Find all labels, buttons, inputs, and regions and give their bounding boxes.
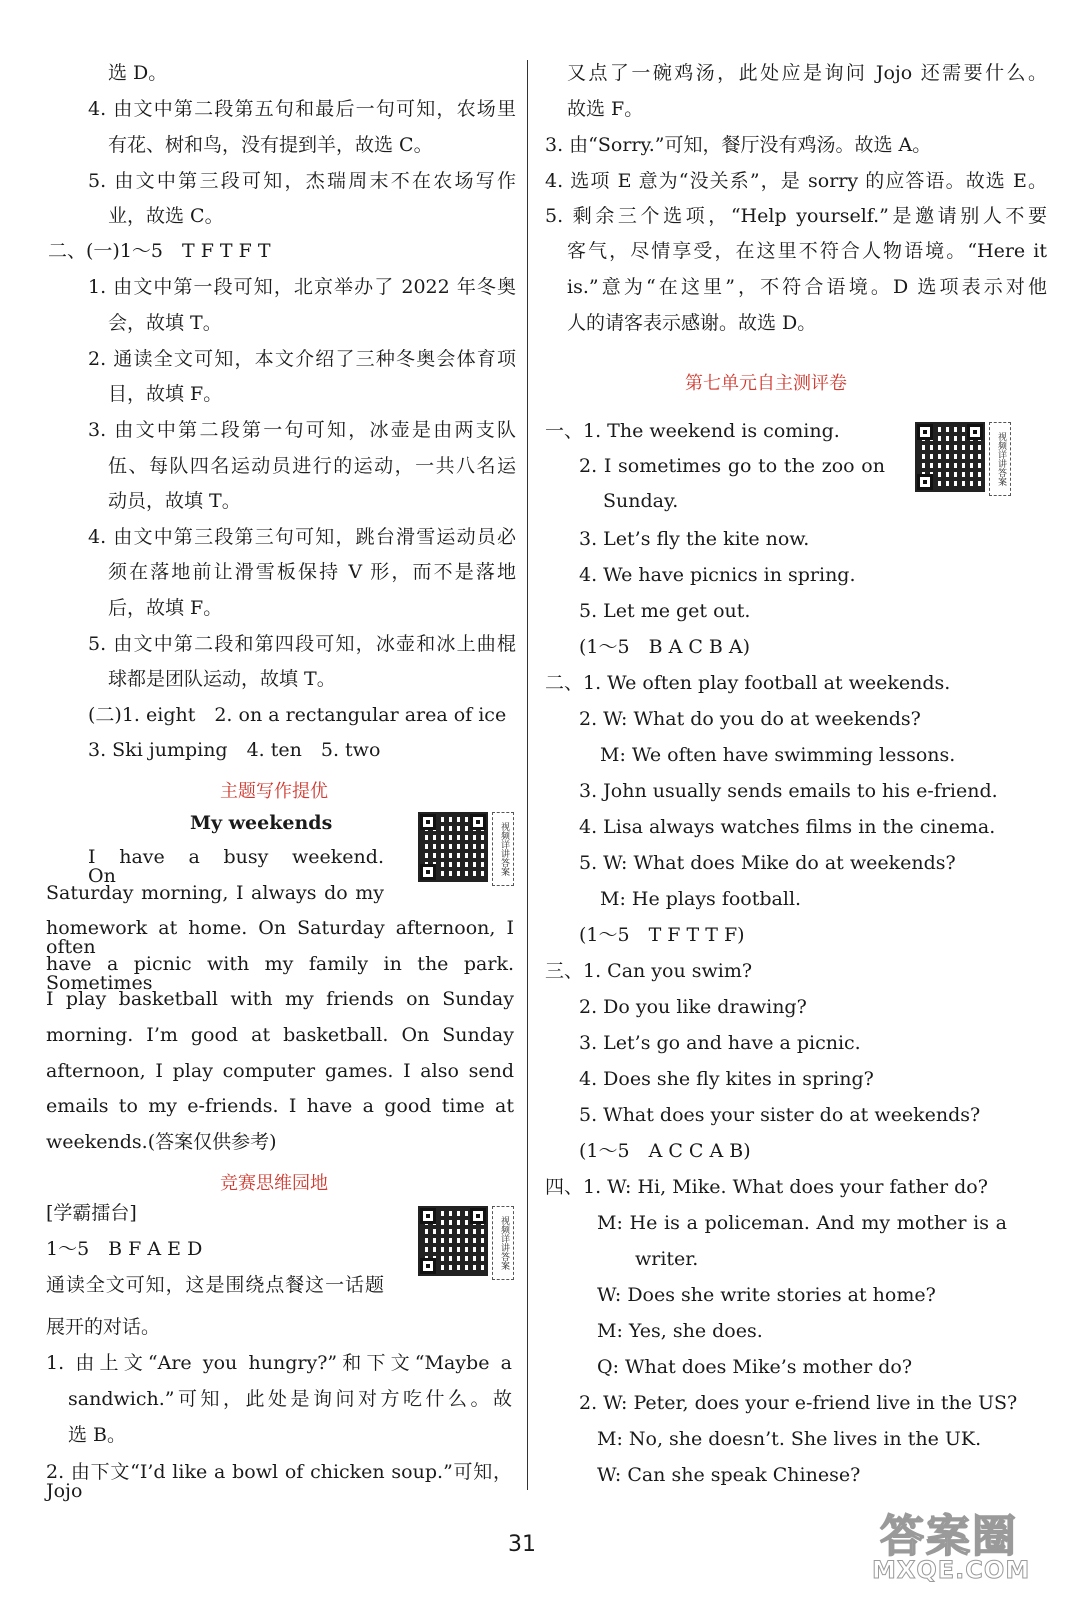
answer-line: 3. Ski jumping 4. ten 5. two	[88, 739, 381, 761]
contest-line: 通读全文可知，这是围绕点餐这一话题	[46, 1274, 384, 1296]
answer-line: is.”意为“在这里”，不符合语境。D 选项表示对他	[567, 276, 1047, 298]
essay-title: My weekends	[190, 812, 333, 834]
essay-line: afternoon, I play computer games. I also send	[46, 1060, 514, 1082]
unit-line: 3. John usually sends emails to his e-friend.	[579, 780, 998, 802]
unit-line: 5. Let me get out.	[579, 600, 751, 622]
qr-finder-icon	[420, 1208, 436, 1224]
answer-line: 5. 由文中第二段和第四段可知，冰壶和冰上曲棍	[88, 633, 516, 655]
answer-line: 3. 由“Sorry.”可知，餐厅没有鸡汤。故选 A。	[545, 134, 932, 156]
unit-line: 2. W: What do you do at weekends?	[579, 708, 921, 730]
qr-label: 视频详讲答案	[492, 812, 514, 886]
answer-line: 伍、每队四名运动员进行的运动，一共八名运	[108, 455, 516, 477]
watermark-url: MXQE.COM	[872, 1556, 1031, 1584]
answer-line: 2. 通读全文可知，本文介绍了三种冬奥会体育项	[88, 348, 516, 370]
page-number: 31	[508, 1532, 536, 1557]
answer-line: 客气，尽情享受，在这里不符合人物语境。“Here it	[567, 240, 1047, 262]
qr-finder-icon	[420, 1258, 436, 1274]
unit-line: writer.	[635, 1248, 699, 1270]
unit-line: 5. What does your sister do at weekends?	[579, 1104, 981, 1126]
answer-line: 业，故选 C。	[108, 205, 224, 227]
qr-label: 视频详讲答案	[492, 1206, 514, 1280]
section-answer-line: 二、(一)1～5 T F T F T	[48, 240, 271, 262]
qr-finder-icon	[470, 1208, 486, 1224]
contest-line: 1. 由上文“Are you hungry?”和下文“Maybe a	[46, 1352, 512, 1374]
unit-line: 一、1. The weekend is coming.	[545, 420, 840, 442]
unit-line: 4. Does she fly kites in spring?	[579, 1068, 874, 1090]
unit-line: M: He is a policeman. And my mother is a	[597, 1212, 1007, 1234]
unit-line: M: Yes, she does.	[597, 1320, 763, 1342]
essay-line: homework at home. On Saturday afternoon, I often	[46, 917, 514, 958]
unit-line: M: No, she doesn’t. She lives in the UK.	[597, 1428, 982, 1450]
section-heading-writing: 主题写作提优	[220, 781, 328, 802]
unit-line: 5. W: What does Mike do at weekends?	[579, 852, 956, 874]
unit-line: (1～5 B A C B A)	[579, 636, 751, 658]
answer-line: 1. 由文中第一段可知，北京举办了 2022 年冬奥	[88, 276, 516, 298]
qr-finder-icon	[420, 814, 436, 830]
answer-line: 4. 由文中第二段第五句和最后一句可知，农场里	[88, 98, 516, 120]
qr-code-unit[interactable]	[915, 422, 1011, 496]
answer-line: 4. 选项 E 意为“没关系”，是 sorry 的应答语。故选 E。	[545, 170, 1047, 192]
qr-finder-icon	[917, 474, 933, 490]
qr-finder-icon	[420, 864, 436, 880]
essay-line: Saturday morning, I always do my	[46, 882, 384, 904]
answer-line: 5. 由文中第三段可知，杰瑞周末不在农场写作	[88, 170, 516, 192]
section-heading-contest: 竞赛思维园地	[220, 1173, 328, 1194]
answer-line: 3. 由文中第二段第一句可知，冰壶是由两支队	[88, 419, 516, 441]
essay-line: I have a busy weekend. On	[88, 846, 404, 887]
unit-line: (1～5 A C C A B)	[579, 1140, 751, 1162]
unit-line: 3. Let’s go and have a picnic.	[579, 1032, 861, 1054]
unit-line: W: Does she write stories at home?	[597, 1284, 936, 1306]
essay-line: morning. I’m good at basketball. On Sunday	[46, 1024, 514, 1046]
unit-line: 2. W: Peter, does your e-friend live in the US?	[579, 1392, 1018, 1414]
essay-line: have a picnic with my family in the park. Sometimes	[46, 953, 514, 994]
unit-line: 二、1. We often play football at weekends.	[545, 672, 951, 694]
answer-line: 又点了一碗鸡汤，此处应是询问 Jojo 还需要什么。	[567, 62, 1047, 84]
essay-line: weekends.(答案仅供参考)	[46, 1131, 277, 1153]
qr-finder-icon	[917, 424, 933, 440]
answer-line: 选 D。	[108, 62, 168, 84]
watermark-logo	[872, 1500, 1062, 1595]
answer-line: 球都是团队运动，故填 T。	[108, 668, 336, 690]
unit-line: 三、1. Can you swim?	[545, 960, 753, 982]
contest-line: 选 B。	[68, 1424, 127, 1446]
essay-line: I play basketball with my friends on Sunday	[46, 988, 514, 1010]
answer-line: 故选 F。	[567, 98, 644, 120]
answer-line: 会，故填 T。	[108, 312, 222, 334]
unit-line: Sunday.	[603, 490, 679, 512]
answer-line: 有花、树和鸟，没有提到羊，故选 C。	[108, 134, 433, 156]
unit-line: M: He plays football.	[600, 888, 802, 910]
essay-line: emails to my e-friends. I have a good time at	[46, 1095, 514, 1117]
answer-line: 4. 由文中第三段第三句可知，跳台滑雪运动员必	[88, 526, 516, 548]
section-heading-unit: 第七单元自主测评卷	[685, 373, 847, 394]
qr-code-writing[interactable]	[418, 812, 514, 886]
qr-finder-icon	[470, 814, 486, 830]
unit-line: 3. Let’s fly the kite now.	[579, 528, 810, 550]
column-divider	[527, 60, 528, 1490]
unit-line: W: Can she speak Chinese?	[597, 1464, 861, 1486]
answer-line: 后，故填 F。	[108, 597, 223, 619]
unit-line: 2. Do you like drawing?	[579, 996, 807, 1018]
unit-line: M: We often have swimming lessons.	[600, 744, 956, 766]
qr-finder-icon	[967, 424, 983, 440]
qr-label: 视频详讲答案	[989, 422, 1011, 496]
unit-line: Q: What does Mike’s mother do?	[597, 1356, 913, 1378]
contest-line: 1～5 B F A E D	[46, 1238, 203, 1260]
qr-code-contest[interactable]	[418, 1206, 514, 1280]
watermark-text: 答案圈	[880, 1511, 1018, 1562]
answer-line: (二)1. eight 2. on a rectangular area of ice	[88, 704, 507, 726]
unit-line: 四、1. W: Hi, Mike. What does your father do?	[545, 1176, 988, 1198]
answer-line: 5. 剩余三个选项，“Help yourself.”是邀请别人不要	[545, 205, 1047, 227]
unit-line: 4. We have picnics in spring.	[579, 564, 856, 586]
contest-line: 2. 由下文“I’d like a bowl of chicken soup.”可知，Jojo	[46, 1461, 512, 1502]
answer-line: 目，故填 F。	[108, 383, 223, 405]
contest-line: sandwich.”可知，此处是询问对方吃什么。故	[68, 1388, 512, 1410]
unit-line: 4. Lisa always watches films in the cinema.	[579, 816, 996, 838]
unit-line: 2. I sometimes go to the zoo on	[579, 455, 885, 477]
answer-line: 人的请客表示感谢。故选 D。	[567, 312, 817, 334]
contest-line: [学霸擂台]	[46, 1202, 137, 1224]
answer-line: 动员，故填 T。	[108, 490, 241, 512]
contest-line: 展开的对话。	[46, 1316, 161, 1338]
unit-line: (1～5 T F T T F)	[579, 924, 745, 946]
answer-line: 须在落地前让滑雪板保持 V 形，而不是落地	[108, 561, 516, 583]
